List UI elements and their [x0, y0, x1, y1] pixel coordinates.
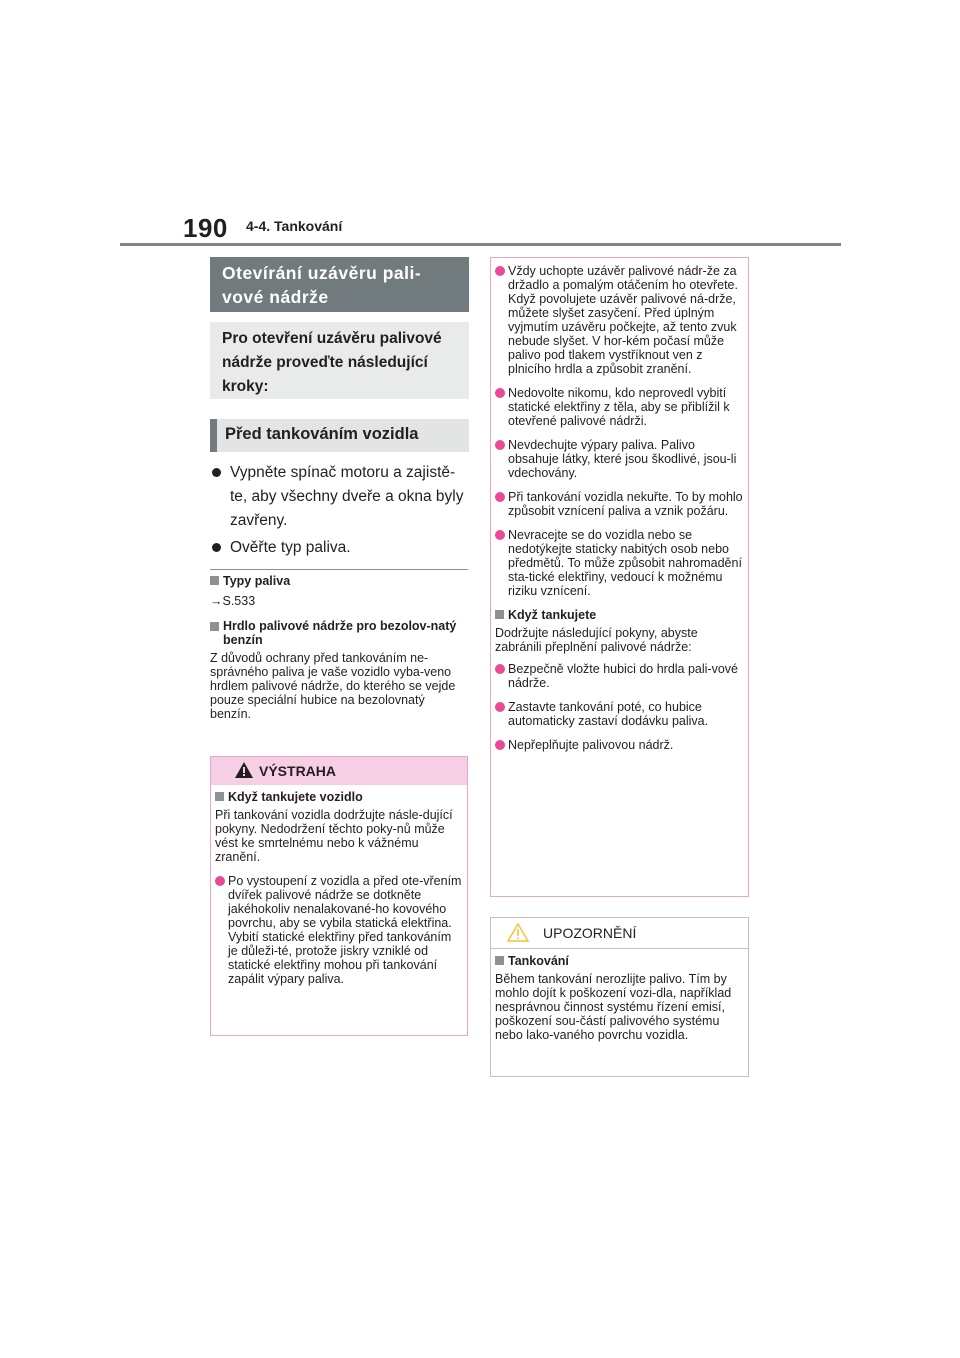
warning-continued-body [495, 264, 745, 752]
sub-text: Dodržujte následující pokyny, abyste zabránili přeplnění palivové nádrže: [495, 626, 698, 654]
bullet-text: Nevdechujte výpary paliva. Palivo obsahuje látky, které jsou škodlivé, jsou-li vdechovány. [508, 438, 737, 480]
warning-title: Když tankujete vozidlo [228, 790, 363, 804]
heading-sub-text: Před tankováním vozidla [225, 425, 419, 443]
caution-icon [507, 923, 529, 942]
filler-neck [210, 619, 468, 721]
caution-text: Během tankování nerozlijte palivo. Tím by mohlo dojít k poškození vozi-dla, například nesprávnou činnost systému řízení emisí, poškození sou-částí palivového systému nebo lako-vaného povrchu vozidla. [495, 972, 732, 1042]
bullet-icon [495, 664, 505, 674]
bullet-text: Nepřeplňujte palivovou nádrž. [508, 738, 674, 752]
square-icon [215, 792, 224, 801]
list-item [210, 461, 470, 533]
caution-title: Tankování [508, 954, 569, 968]
fuel-types [210, 574, 468, 608]
heading-sub [210, 419, 469, 452]
intro-text: Pro otevření uzávěru palivové nádrže proveďte následující kroky: [222, 330, 442, 395]
caution-body [495, 954, 745, 1042]
square-icon [495, 956, 504, 965]
sub-title: Když tankujete [508, 608, 597, 622]
bullet-icon [495, 702, 505, 712]
list-item [495, 738, 745, 752]
bullet-text: Při tankování vozidla nekuřte. To by mohlo způsobit vznícení paliva a vznik požáru. [508, 490, 743, 518]
warning-text: Při tankování vozidla dodržujte násle-dující pokyny. Nedodržení těchto poky-nů může vést ke smrtelnému nebo k vážnému zranění. [215, 808, 453, 864]
caution-label: UPOZORNĚNÍ [543, 925, 637, 941]
intro-box [210, 322, 469, 399]
list-item [495, 700, 745, 728]
fuel-types-title: Typy paliva [223, 574, 291, 588]
page-number: 190 [183, 213, 228, 243]
square-icon [210, 622, 219, 631]
square-icon [495, 610, 504, 619]
warning-label: VÝSTRAHA [259, 763, 337, 779]
caution-box [490, 917, 749, 1077]
bullet-icon [212, 543, 221, 552]
bullet-text: Nevracejte se do vozidla nebo se nedotýkejte staticky nabitých osob nebo předmětů. To může způsobit nahromadění sta-tické elektřiny, vedoucí k možnému riziku vznícení. [508, 528, 742, 598]
warning-body [215, 790, 463, 986]
bullet-icon [212, 468, 221, 477]
bullet-icon [495, 492, 505, 502]
list-item [495, 386, 745, 428]
filler-neck-text: Z důvodů ochrany před tankováním ne-správného paliva je vaše vozidlo vyba-veno hrdlem palivové nádrže, do kterého se vejde pouze speciální hubice na bezolovnatý benzín. [210, 651, 456, 721]
step-text: Ověřte typ paliva. [230, 539, 351, 556]
warning-icon [235, 762, 253, 778]
heading-main-text: Otevírání uzávěru pali-vové nádrže [222, 263, 422, 307]
bullet-icon [215, 876, 225, 886]
steps-list [210, 461, 470, 563]
bullet-text: Bezpečně vložte hubici do hrdla pali-vové nádrže. [508, 662, 738, 690]
fuel-types-ref[interactable]: →S.533 [210, 594, 256, 608]
list-item [495, 490, 745, 518]
heading-main [210, 257, 469, 312]
list-item [210, 536, 470, 560]
bullet-text: Nedovolte nikomu, kdo neprovedl vybití statické elektřiny z těla, aby se přiblížil k otevřené palivové nádrži. [508, 386, 730, 428]
header-rule [120, 243, 841, 246]
section-title: 4-4. Tankování [246, 218, 343, 234]
bullet-icon [495, 530, 505, 540]
divider [210, 569, 468, 570]
bullet-text: Zastavte tankování poté, co hubice automaticky zastaví dodávku paliva. [508, 700, 709, 728]
list-item [495, 662, 745, 690]
list-item [495, 264, 745, 376]
warning-bullet-text: Po vystoupení z vozidla a před ote-vřením dvířek palivové nádrže se dotkněte jakéhokoliv nenalakované-ho kovového povrchu, aby se vybila statická elektřina. Vybití statické elektřiny před tankováním je důleži-té, protože jiskry vzniklé od statické elektřiny mohou při tankování zapálit výpary paliva. [228, 874, 462, 986]
square-icon [210, 576, 219, 585]
filler-neck-title: Hrdlo palivové nádrže pro bezolov-natý benzín [223, 619, 457, 647]
heading-sub-bar [210, 419, 217, 452]
bullet-icon [495, 740, 505, 750]
list-item [495, 528, 745, 598]
bullet-icon [495, 388, 505, 398]
list-item [495, 438, 745, 480]
bullet-text: Vždy uchopte uzávěr palivové nádr-že za držadlo a pomalým otáčením ho otevřete. Když povolujete uzávěr palivové ná-drže, můžete slyšet zasyčení. Před úplným vyjmutím uzávěru počkejte, až tento zvuk nebude slyšet. V hor-kém počasí může palivo pod tlakem vystříknout ven z plnicího hrdla a způsobit zranění. [508, 264, 738, 376]
caution-header [491, 918, 748, 949]
bullet-icon [495, 440, 505, 450]
list-item [215, 874, 463, 986]
step-text: Vypněte spínač motoru a zajistě-te, aby všechny dveře a okna byly zavřeny. [230, 464, 464, 529]
warning-continued-box [490, 257, 749, 897]
warning-header [211, 757, 467, 785]
bullet-icon [495, 266, 505, 276]
warning-box [210, 756, 468, 1036]
